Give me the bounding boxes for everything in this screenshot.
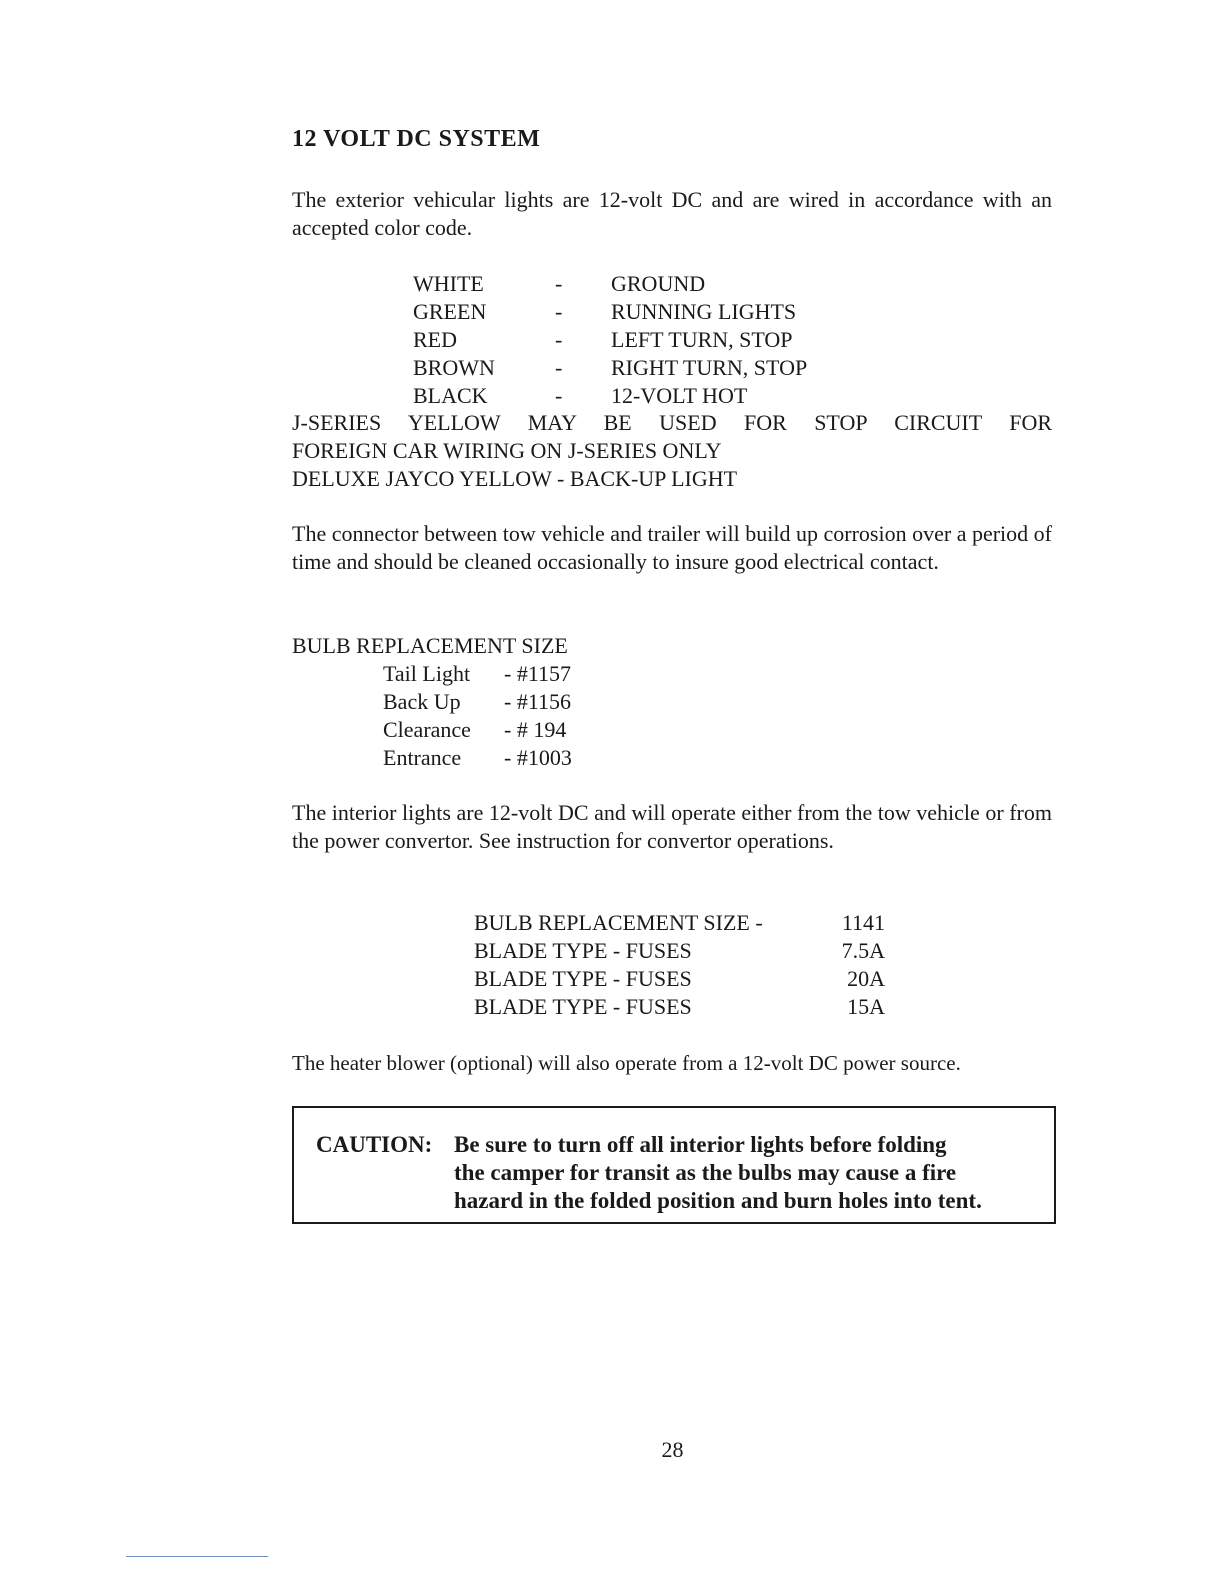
spec-value: 20A (847, 966, 885, 991)
exterior-bulb-row (0, 716, 1224, 744)
caution-line: Be sure to turn off all interior lights before folding (454, 1132, 947, 1157)
spec-label: BLADE TYPE - FUSES (474, 966, 692, 991)
wire-color: BLACK (413, 383, 488, 408)
exterior-bulb-row (0, 688, 1224, 716)
intro-paragraph: The exterior vehicular lights are 12-volt DC and are wired in accordance with an accepted color code. (292, 187, 1052, 240)
spec-value: 1141 (841, 910, 885, 935)
bulb-name: Back Up (383, 689, 461, 714)
spec-label: BLADE TYPE - FUSES (474, 938, 692, 963)
wiring-note-line2: FOREIGN CAR WIRING ON J-SERIES ONLY (292, 438, 722, 463)
caution-line: hazard in the folded position and burn holes into tent. (454, 1188, 982, 1213)
wire-color: RED (413, 327, 457, 352)
caution-label: CAUTION: (316, 1132, 433, 1157)
bulb-name: Tail Light (383, 661, 471, 686)
bulb-name: Clearance (383, 717, 471, 742)
spec-value: 7.5A (841, 938, 885, 963)
wire-function: RIGHT TURN, STOP (611, 355, 808, 380)
interior-paragraph: The interior lights are 12-volt DC and will operate either from the tow vehicle or from the power convertor. See instruction for convertor operations. (292, 800, 1052, 853)
wire-color: BROWN (413, 355, 495, 380)
bulb-number: - #1156 (504, 689, 572, 714)
wiring-row (0, 298, 1224, 326)
wire-function: LEFT TURN, STOP (611, 327, 793, 352)
wire-color: GREEN (413, 299, 487, 324)
bulb-number: - #1003 (504, 745, 572, 770)
wiring-row (0, 354, 1224, 382)
interior-spec-row (0, 909, 1224, 937)
interior-spec-row (0, 993, 1224, 1021)
wire-dash: - (555, 271, 563, 296)
heater-paragraph: The heater blower (optional) will also operate from a 12-volt DC power source. (292, 1051, 961, 1075)
spec-label: BLADE TYPE - FUSES (474, 994, 692, 1019)
wire-function: RUNNING LIGHTS (611, 299, 797, 324)
spec-value: 15A (847, 994, 885, 1019)
wire-function: GROUND (611, 271, 706, 296)
bulb-number: - # 194 (504, 717, 567, 742)
wire-dash: - (555, 327, 563, 352)
spec-label: BULB REPLACEMENT SIZE - (474, 910, 763, 935)
interior-spec-row (0, 965, 1224, 993)
caution-line: the camper for transit as the bulbs may cause a fire (454, 1160, 957, 1185)
footer-rule (126, 1556, 268, 1557)
interior-spec-row (0, 937, 1224, 965)
bulb-number: - #1157 (504, 661, 572, 686)
wiring-row (0, 270, 1224, 298)
exterior-bulb-row (0, 744, 1224, 772)
page-number: 28 (661, 1437, 684, 1462)
section-heading: 12 VOLT DC SYSTEM (292, 126, 541, 152)
wiring-row (0, 326, 1224, 354)
wire-function: 12-VOLT HOT (611, 383, 748, 408)
wiring-note-line3: DELUXE JAYCO YELLOW - BACK-UP LIGHT (292, 466, 738, 491)
exterior-bulb-title: BULB REPLACEMENT SIZE (292, 633, 568, 658)
wire-color: WHITE (413, 271, 484, 296)
wiring-note-line1: J-SERIES YELLOW MAY BE USED FOR STOP CIRCUIT FOR (292, 410, 1052, 435)
wire-dash: - (555, 383, 563, 408)
wire-dash: - (555, 299, 563, 324)
wiring-row (0, 382, 1224, 410)
connector-paragraph: The connector between tow vehicle and trailer will build up corrosion over a period of time and should be cleaned occasionally to insure good electrical contact. (292, 521, 1052, 574)
caution-text (454, 1131, 1032, 1215)
wire-dash: - (555, 355, 563, 380)
exterior-bulb-row (0, 660, 1224, 688)
bulb-name: Entrance (383, 745, 462, 770)
